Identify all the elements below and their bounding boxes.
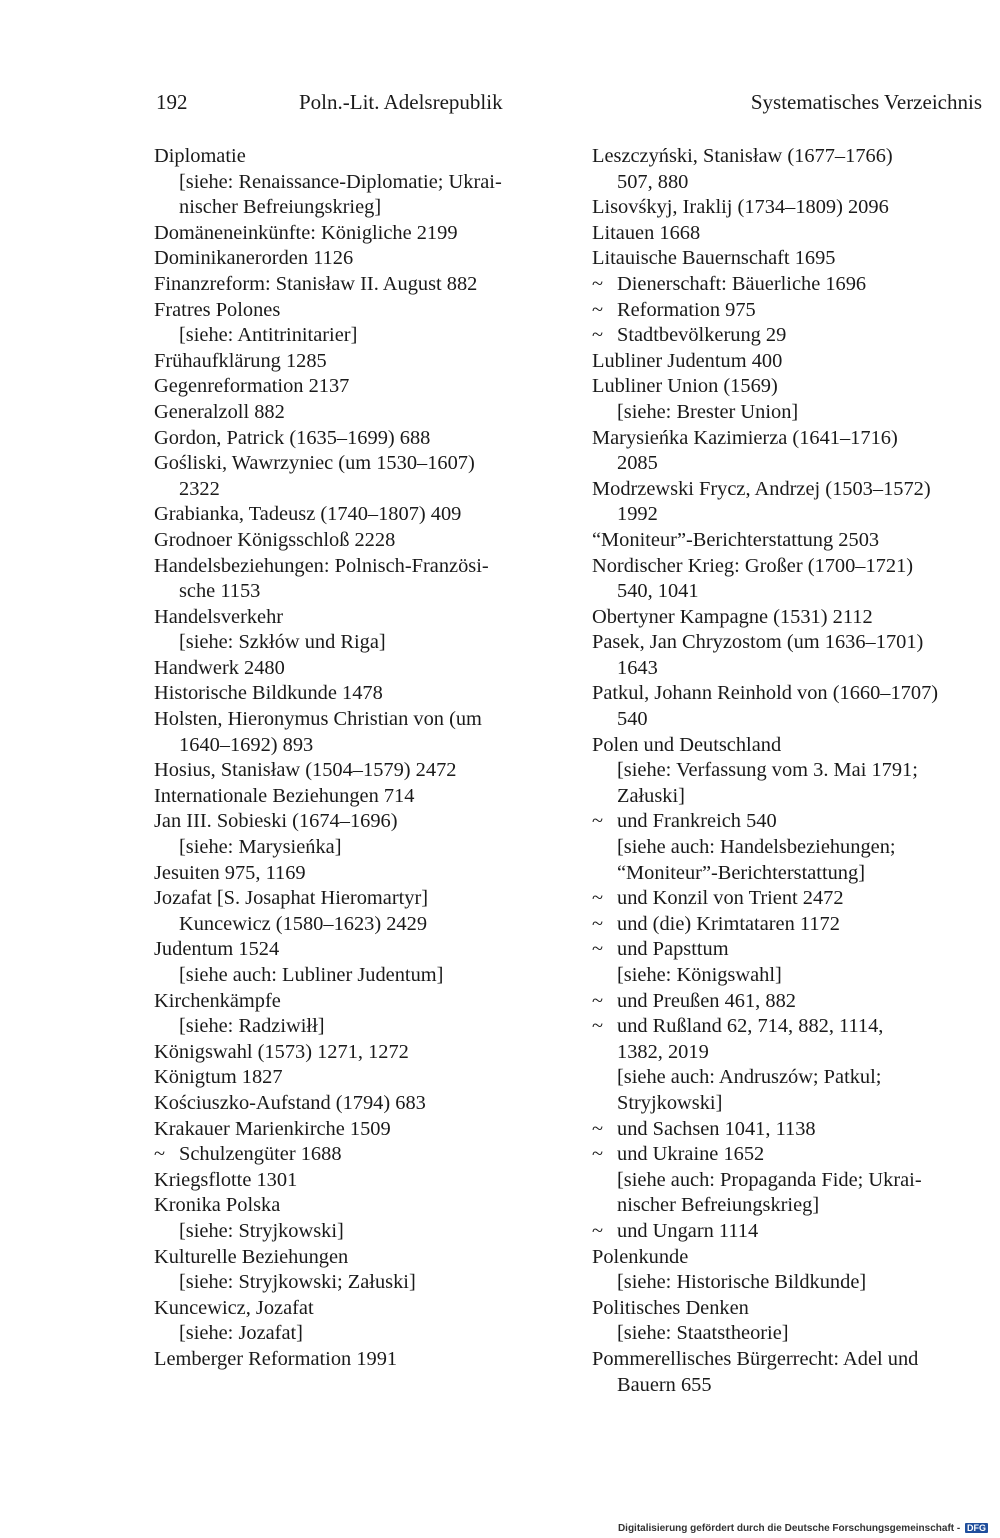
index-entry [154,1219,564,1245]
entry-text: Finanzreform: Stanisław II. August 882 [154,272,478,295]
entry-text: und Ungarn 1114 [617,1219,759,1242]
entry-text: Kościuszko-Aufstand (1794) 683 [154,1091,426,1114]
index-entry [154,758,564,784]
entry-text: [siehe: Verfassung vom 3. Mai 1791; [617,759,918,782]
index-entry [592,861,996,887]
index-entry [154,912,564,938]
entry-text: Judentum 1524 [154,938,280,961]
index-entry [154,426,564,452]
entry-text: Kronika Polska [154,1194,281,1217]
entry-text: und Ukraine 1652 [617,1143,765,1166]
entry-text: und Papsttum [617,938,729,961]
index-entry [154,579,564,605]
entry-text: Diplomatie [154,145,246,167]
entry-text: Jesuiten 975, 1169 [154,861,306,884]
entry-text: Jan III. Sobieski (1674–1696) [154,810,398,833]
running-title: Poln.-Lit. Adelsrepublik [299,90,503,114]
entry-text: 2085 [617,452,658,475]
index-entry [154,809,564,835]
entry-text: [siehe: Marysieńka] [179,836,342,859]
entry-text: Patkul, Johann Reinhold von (1660–1707) [592,682,939,705]
entry-text: Frühaufklärung 1285 [154,349,327,372]
index-entry [592,1065,996,1091]
entry-text: Lubliner Union (1569) [592,375,778,398]
index-entry [592,1014,996,1040]
index-entry [592,886,996,912]
index-entry [592,451,996,477]
index-entry [592,733,996,759]
tilde-mark: ~ [154,1143,166,1166]
index-entry [592,1193,996,1219]
index-entry [592,1219,996,1245]
entry-text: Pasek, Jan Chryzostom (um 1636–1701) [592,631,924,654]
entry-text: Kriegsflotte 1301 [154,1168,298,1191]
index-entry [154,1014,564,1040]
entry-text: [siehe auch: Handelsbeziehungen; [617,836,896,859]
page-number: 192 [156,90,188,114]
index-entry [592,426,996,452]
entry-text: [siehe auch: Propaganda Fide; Ukrai- [617,1168,922,1191]
index-entry [154,298,564,324]
tilde-mark: ~ [592,912,604,935]
index-entry [592,605,996,631]
index-entry [592,1270,996,1296]
entry-text: Domäneneinkünfte: Königliche 2199 [154,221,458,244]
index-entry [592,221,996,247]
entry-text: und Rußland 62, 714, 882, 1114, [617,1015,884,1038]
entry-text: und (die) Krimtataren 1172 [617,912,840,935]
entry-text: Grabianka, Tadeusz (1740–1807) 409 [154,503,462,526]
index-entry [154,144,564,170]
index-entry [592,374,996,400]
entry-text: [siehe auch: Lubliner Judentum] [179,964,444,986]
index-entry [592,989,996,1015]
entry-text: [siehe: Stryjkowski] [179,1219,344,1242]
index-entry [592,144,996,170]
entry-text: Schulzengüter 1688 [179,1143,342,1166]
index-entry [592,937,996,963]
entry-text: Kirchenkämpfe [154,989,281,1012]
entry-text: Generalzoll 882 [154,400,285,423]
index-entry [592,349,996,375]
index-entry [592,1347,996,1373]
entry-text: Grodnoer Königsschloß 2228 [154,528,396,551]
entry-text: [siehe: Radziwiłł] [179,1015,325,1038]
index-entry [154,170,564,196]
index-entry [592,835,996,861]
entry-text: [siehe: Brester Union] [617,400,799,423]
tilde-mark: ~ [592,1117,604,1140]
index-entry [154,528,564,554]
tilde-mark: ~ [592,938,604,961]
entry-text: 1992 [617,503,658,526]
tilde-mark: ~ [592,324,604,347]
index-entry [592,554,996,580]
index-entry [592,758,996,784]
entry-text: Historische Bildkunde 1478 [154,682,383,705]
tilde-mark: ~ [592,887,604,910]
index-column-left [154,144,564,1373]
page-header [0,90,1000,122]
entry-text: [siehe: Szkłów und Riga] [179,631,386,654]
index-entry [154,1142,564,1168]
index-entry [154,400,564,426]
entry-text: Handwerk 2480 [154,656,285,679]
index-entry [154,835,564,861]
footer-text: Digitalisierung gefördert durch die Deutsche Forschungsgemeinschaft - [617,1523,961,1534]
index-entry [592,784,996,810]
entry-text: Dominikanerorden 1126 [154,247,354,270]
index-entry [592,1321,996,1347]
index-entry [154,1270,564,1296]
entry-text: Hosius, Stanisław (1504–1579) 2472 [154,759,457,782]
entry-text: 540, 1041 [617,580,699,603]
index-entry [592,707,996,733]
index-entry [592,502,996,528]
index-entry [592,400,996,426]
index-entry [592,272,996,298]
index-entry [592,1296,996,1322]
index-entry [154,374,564,400]
entry-text: 507, 880 [617,170,689,193]
index-entry [592,298,996,324]
entry-text: Litauen 1668 [592,221,701,244]
entry-text: Handelsverkehr [154,605,284,628]
index-entry [154,1168,564,1194]
entry-text: [siehe: Jozafat] [179,1322,303,1345]
index-entry [592,1142,996,1168]
index-entry [154,1321,564,1347]
index-entry [154,1117,564,1143]
section-title: Systematisches Verzeichnis [750,90,982,114]
tilde-mark: ~ [592,272,604,295]
index-entry [154,630,564,656]
index-entry [592,681,996,707]
entry-text: [siehe: Stryjkowski; Załuski] [179,1271,416,1294]
index-entry [592,630,996,656]
index-entry [592,579,996,605]
tilde-mark: ~ [592,810,604,833]
index-entry [154,1091,564,1117]
entry-text: sche 1153 [179,580,261,603]
tilde-mark: ~ [592,989,604,1012]
index-entry [154,1040,564,1066]
index-entry [592,323,996,349]
index-entry [154,246,564,272]
entry-text: [siehe: Königswahl] [617,964,782,986]
entry-text: Holsten, Hieronymus Christian von (um [154,708,482,731]
entry-text: Litauische Bauernschaft 1695 [592,247,836,270]
index-entry [592,656,996,682]
entry-text: Kuncewicz (1580–1623) 2429 [179,912,428,935]
index-entry [592,528,996,554]
index-entry [154,502,564,528]
index-entry [154,937,564,963]
index-entry [592,477,996,503]
entry-text: “Moniteur”-Berichterstattung] [617,861,865,884]
index-entry [592,1117,996,1143]
entry-text: Dienerschaft: Bäuerliche 1696 [617,272,867,295]
tilde-mark: ~ [592,298,604,321]
entry-text: Marysieńka Kazimierza (1641–1716) [592,426,898,449]
entry-text: Internationale Beziehungen 714 [154,784,415,807]
index-entry [154,784,564,810]
entry-text: 2322 [179,477,220,500]
entry-text: [siehe: Antitrinitarier] [179,324,358,347]
entry-text: und Sachsen 1041, 1138 [617,1117,816,1140]
entry-text: Leszczyński, Stanisław (1677–1766) [592,145,893,167]
entry-text: und Preußen 461, 882 [617,989,796,1012]
index-entry [154,323,564,349]
dfg-logo: DFG [967,1523,986,1533]
index-entry [154,989,564,1015]
entry-text: Polenkunde [592,1245,689,1268]
index-entry [154,221,564,247]
entry-text: Politisches Denken [592,1296,749,1319]
index-entry [154,349,564,375]
index-entry [154,451,564,477]
entry-text: Załuski] [617,784,685,807]
entry-text: 540 [617,708,648,731]
entry-text: [siehe: Historische Bildkunde] [617,1271,867,1294]
tilde-mark: ~ [592,1143,604,1166]
index-entry [154,1065,564,1091]
entry-text: [siehe auch: Andruszów; Patkul; [617,1066,882,1089]
entry-text: 1382, 2019 [617,1040,709,1063]
entry-text: Bauern 655 [617,1373,712,1396]
index-entry [592,195,996,221]
entry-text: Reformation 975 [617,298,756,321]
entry-text: Lisovśkyj, Iraklij (1734–1809) 2096 [592,196,889,219]
index-entry [592,963,996,989]
entry-text: Obertyner Kampagne (1531) 2112 [592,605,873,628]
index-entry [154,1245,564,1271]
entry-text: Gegenreformation 2137 [154,375,350,398]
entry-text: und Frankreich 540 [617,810,777,833]
footer-credit [618,1523,988,1534]
entry-text: Stadtbevölkerung 29 [617,324,787,347]
index-entry [154,733,564,759]
index-entry [592,809,996,835]
index-entry [154,554,564,580]
entry-text: Kuncewicz, Jozafat [154,1296,314,1319]
entry-text: [siehe: Staatstheorie] [617,1322,789,1345]
index-entry [154,886,564,912]
index-entry [592,246,996,272]
index-entry [154,1296,564,1322]
index-entry [154,681,564,707]
entry-text: nischer Befreiungskrieg] [179,196,382,219]
index-entry [154,707,564,733]
index-entry [154,1193,564,1219]
entry-text: [siehe: Renaissance-Diplomatie; Ukrai- [179,170,502,193]
entry-text: und Konzil von Trient 2472 [617,887,844,910]
entry-text: Königswahl (1573) 1271, 1272 [154,1040,409,1063]
entry-text: “Moniteur”-Berichterstattung 2503 [592,528,880,551]
index-entry [154,272,564,298]
index-entry [154,1347,564,1373]
entry-text: Lubliner Judentum 400 [592,349,783,372]
entry-text: Polen und Deutschland [592,733,782,756]
index-entry [592,1245,996,1271]
entry-text: Krakauer Marienkirche 1509 [154,1117,391,1140]
entry-text: nischer Befreiungskrieg] [617,1194,820,1217]
entry-text: Lemberger Reformation 1991 [154,1347,398,1370]
index-column-right [592,144,996,1398]
tilde-mark: ~ [592,1219,604,1242]
entry-text: 1640–1692) 893 [179,733,314,756]
index-entry [154,477,564,503]
index-entry [154,861,564,887]
index-entry [154,963,564,989]
entry-text: Nordischer Krieg: Großer (1700–1721) [592,554,914,577]
index-entry [592,1373,996,1399]
entry-text: Modrzewski Frycz, Andrzej (1503–1572) [592,477,931,500]
entry-text: Jozafat [S. Josaphat Hieromartyr] [154,887,429,910]
entry-text: Fratres Polones [154,298,281,321]
index-entry [592,1168,996,1194]
index-entry [592,912,996,938]
entry-text: Stryjkowski] [617,1091,723,1114]
entry-text: Pommerellisches Bürgerrecht: Adel und [592,1347,919,1370]
entry-text: 1643 [617,656,658,679]
index-entry [592,1040,996,1066]
entry-text: Gośliski, Wawrzyniec (um 1530–1607) [154,452,475,475]
entry-text: Kulturelle Beziehungen [154,1245,349,1268]
index-entry [154,605,564,631]
index-entry [154,195,564,221]
index-entry [592,1091,996,1117]
entry-text: Handelsbeziehungen: Polnisch-Französi- [154,554,489,577]
entry-text: Gordon, Patrick (1635–1699) 688 [154,426,431,449]
index-entry [154,656,564,682]
tilde-mark: ~ [592,1015,604,1038]
entry-text: Königtum 1827 [154,1066,283,1089]
index-entry [592,170,996,196]
